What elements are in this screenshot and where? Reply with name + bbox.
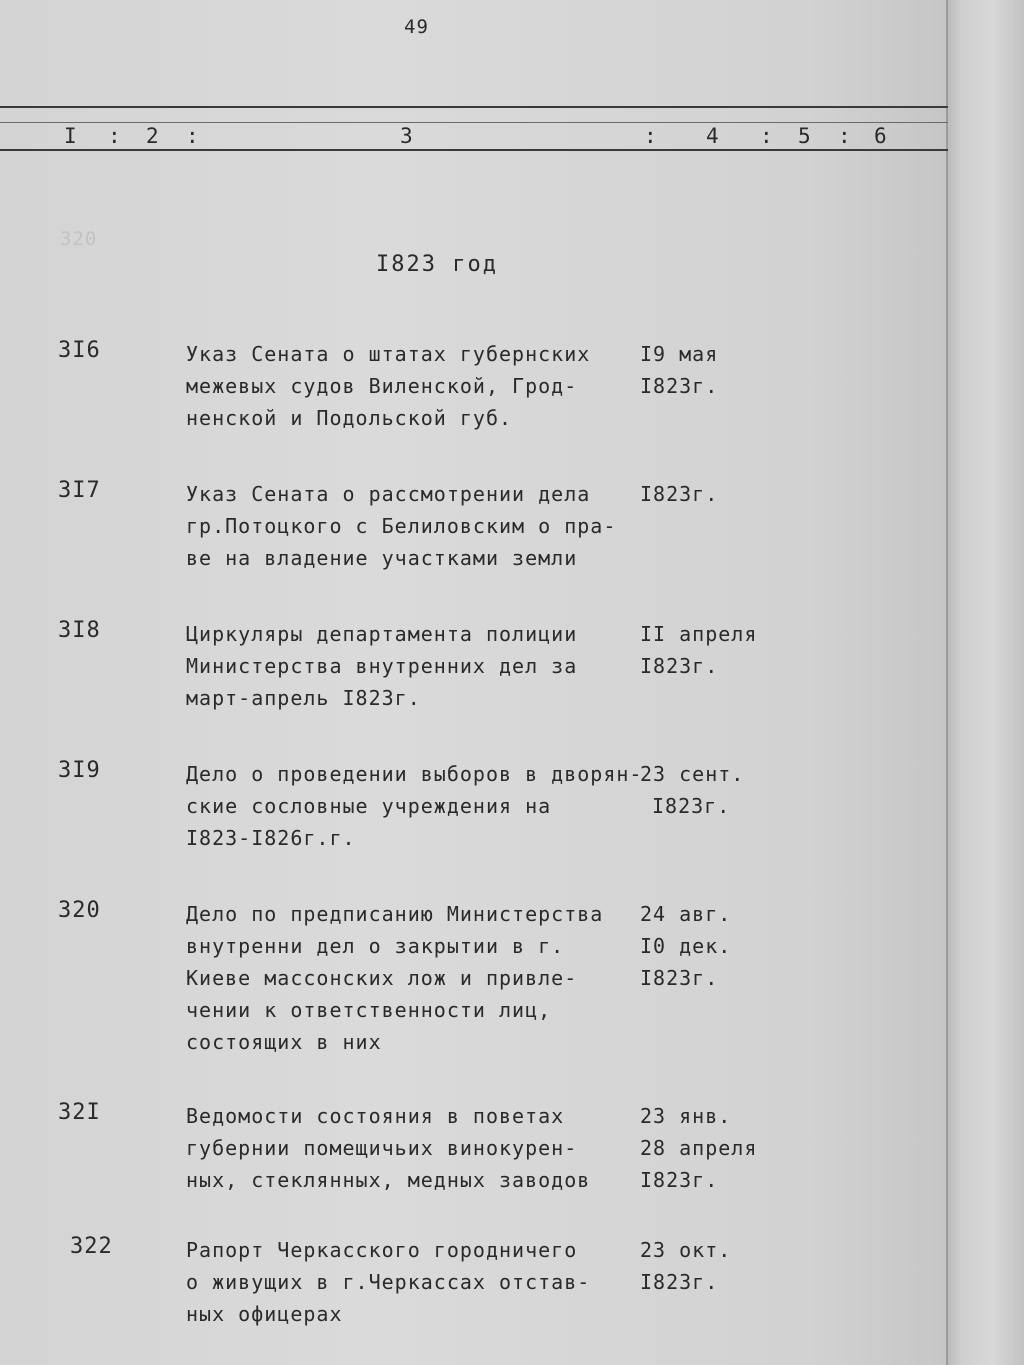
column-header: 3 xyxy=(400,124,413,148)
column-separator: : xyxy=(644,124,657,148)
column-separator: : xyxy=(186,124,199,148)
entry-dates xyxy=(640,478,800,510)
date-line: 23 янв. xyxy=(640,1104,732,1128)
description-line: март-апрель I823г. xyxy=(186,686,421,710)
description-line: ненской и Подольской губ. xyxy=(186,406,513,430)
column-header: 2 xyxy=(146,124,159,148)
description-line: Рапорт Черкасского городничего xyxy=(186,1238,578,1262)
date-line: 28 апреля xyxy=(640,1136,758,1160)
header-rule-top-thin xyxy=(0,122,948,123)
description-line: Указ Сената о рассмотрении дела xyxy=(186,482,591,506)
date-line: I823г. xyxy=(640,1270,719,1294)
description-line: ские сословные учреждения на xyxy=(186,794,552,818)
description-line: Министерства внутренних дел за xyxy=(186,654,578,678)
entry-number: 32I xyxy=(58,1100,101,1125)
year-heading: I823 год xyxy=(376,252,498,277)
entry-number: 322 xyxy=(70,1234,113,1259)
column-separator: : xyxy=(760,124,773,148)
entry-description xyxy=(186,1100,636,1196)
description-line: внутренни дел о закрытии в г. xyxy=(186,934,565,958)
entry-number: 3I6 xyxy=(58,338,101,363)
date-line: I823г. xyxy=(640,966,719,990)
entry-description xyxy=(186,618,636,714)
description-line: Дело по предписанию Министерства xyxy=(186,902,604,926)
description-line: Циркуляры департамента полиции xyxy=(186,622,578,646)
entry-description xyxy=(186,478,636,574)
entry-dates xyxy=(640,1100,800,1196)
description-line: Указ Сената о штатах губернских xyxy=(186,342,591,366)
column-header: 5 xyxy=(798,124,811,148)
entry-dates xyxy=(640,338,800,402)
date-line: II апреля xyxy=(640,622,758,646)
entry-number: 3I7 xyxy=(58,478,101,503)
header-rule-top xyxy=(0,106,948,108)
description-line: чении к ответственности лиц, xyxy=(186,998,552,1022)
entry-description xyxy=(186,898,636,1058)
description-line: состоящих в них xyxy=(186,1030,382,1054)
date-line: I823г. xyxy=(640,374,719,398)
date-line: 23 окт. xyxy=(640,1238,732,1262)
description-line: о живущих в г.Черкассах отстав- xyxy=(186,1270,591,1294)
date-line: I823г. xyxy=(640,482,719,506)
entry-dates xyxy=(640,898,800,994)
date-line: I823г. xyxy=(652,794,731,818)
entry-dates xyxy=(640,618,800,682)
description-line: гр.Потоцкого с Белиловским о пра- xyxy=(186,514,617,538)
description-line: Киеве массонских лож и привле- xyxy=(186,966,578,990)
column-separator: : xyxy=(108,124,121,148)
description-line: ных, стеклянных, медных заводов xyxy=(186,1168,591,1192)
date-line: I0 дек. xyxy=(640,934,732,958)
entry-number: 3I8 xyxy=(58,618,101,643)
description-line: губернии помещичьих винокурен- xyxy=(186,1136,578,1160)
date-line: I823г. xyxy=(640,654,719,678)
entry-description xyxy=(186,338,636,434)
entry-description xyxy=(186,758,643,854)
header-rule-bottom xyxy=(0,149,948,151)
entry-number: 320 xyxy=(58,898,101,923)
description-line: ных офицерах xyxy=(186,1302,343,1326)
description-line: Дело о проведении выборов в дворян- xyxy=(186,762,643,786)
column-header: I xyxy=(64,124,77,148)
entry-description xyxy=(186,1234,636,1330)
column-header: 6 xyxy=(874,124,887,148)
column-header-row xyxy=(0,124,948,148)
date-line: I9 мая xyxy=(640,342,719,366)
page-number: 49 xyxy=(404,16,429,38)
entry-dates xyxy=(640,758,800,822)
page-fold xyxy=(946,0,948,1365)
date-line: 23 сент. xyxy=(640,762,745,786)
description-line: Ведомости состояния в поветах xyxy=(186,1104,565,1128)
entry-dates xyxy=(640,1234,800,1298)
date-line: I823г. xyxy=(640,1168,719,1192)
entry-number: 3I9 xyxy=(58,758,101,783)
description-line: I823-I826г.г. xyxy=(186,826,356,850)
next-page-edge xyxy=(946,0,1024,1365)
column-separator: : xyxy=(838,124,851,148)
description-line: ве на владение участками земли xyxy=(186,546,578,570)
bleed-through-text: 320 xyxy=(60,228,857,250)
description-line: межевых судов Виленской, Грод- xyxy=(186,374,578,398)
column-header: 4 xyxy=(706,124,719,148)
date-line: 24 авг. xyxy=(640,902,732,926)
